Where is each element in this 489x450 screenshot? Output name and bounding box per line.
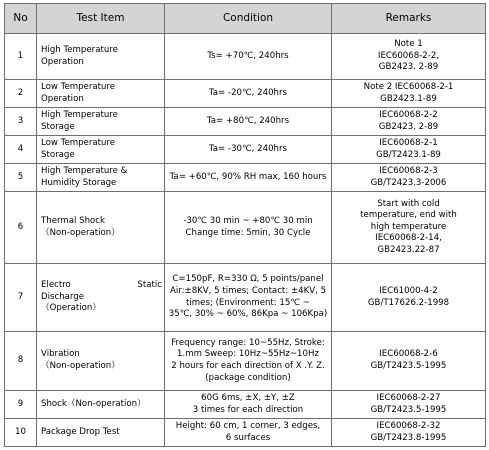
cell-test-item-line: Storage [41, 149, 75, 160]
table-row [5, 192, 486, 264]
cell-condition-line: (package condition) [205, 372, 291, 383]
cell-remarks-line: IEC60068-2-3 [379, 165, 438, 176]
cell-test-item [37, 419, 165, 447]
cell-condition-line: Ta= -20℃, 240hrs [208, 87, 288, 98]
cell-condition-line: Air:±8KV, 5 times; Contact: ±4KV, 5 [169, 285, 327, 296]
cell-test-item-line: High Temperature [41, 44, 118, 55]
cell-condition [165, 34, 332, 80]
cell-remarks [332, 34, 486, 80]
cell-remarks-line: temperature, end with [360, 210, 457, 221]
cell-test-item-line: Thermal Shock [41, 215, 105, 226]
cell-no: 2 [5, 80, 37, 108]
cell-remarks [332, 264, 486, 332]
cell-test-item-line: Storage [41, 121, 75, 132]
cell-no: 10 [5, 419, 37, 447]
cell-condition-line: times; (Environment: 15℃ ~ [186, 297, 310, 308]
cell-test-item [37, 332, 165, 391]
cell-remarks [332, 192, 486, 264]
cell-remarks-line: GB2423.1-89 [380, 93, 437, 104]
cell-test-item [37, 136, 165, 164]
cell-remarks-line: IEC60068-2-27 [376, 392, 441, 403]
cell-condition [165, 108, 332, 136]
cell-condition [165, 136, 332, 164]
cell-remarks-line: GB/T17626.2-1998 [367, 297, 450, 308]
column-header-no: No [5, 4, 37, 34]
column-header-remarks: Remarks [332, 4, 486, 34]
reliability-test-table [4, 3, 486, 447]
cell-condition-line: 6 surfaces [225, 432, 271, 443]
cell-test-item-word: Electro [41, 280, 71, 291]
column-header-test-item: Test Item [37, 4, 165, 34]
cell-remarks-line: GB/T2423.5-1995 [370, 404, 447, 415]
cell-remarks-line: Note 1 [394, 39, 423, 50]
table-row [5, 391, 486, 419]
cell-condition-line: Frequency range: 10~55Hz, Stroke: [171, 337, 325, 348]
cell-remarks-line: GB/T2423.1-89 [376, 149, 441, 160]
cell-test-item-line: Operation [41, 56, 84, 67]
cell-remarks [332, 108, 486, 136]
cell-no: 5 [5, 164, 37, 192]
cell-test-item-line: Discharge [41, 291, 85, 302]
cell-test-item-line: Vibration [41, 349, 80, 360]
cell-test-item-line: Package Drop Test [41, 426, 120, 437]
cell-test-item [37, 192, 165, 264]
table-row [5, 80, 486, 108]
cell-condition [165, 264, 332, 332]
cell-remarks-line: IEC60068-2-2 [379, 109, 438, 120]
table-row [5, 136, 486, 164]
cell-condition-line: -30℃ 30 min ~ +80℃ 30 min [183, 215, 313, 226]
cell-test-item-word: Static [137, 280, 162, 291]
cell-test-item-line: Operation [41, 93, 84, 104]
table-header-row [5, 4, 486, 34]
table-row [5, 419, 486, 447]
table-body [5, 34, 486, 447]
cell-remarks-line: GB2423. 2-89 [378, 62, 439, 73]
cell-remarks-line: IEC60068-2-32 [376, 420, 441, 431]
cell-no: 8 [5, 332, 37, 391]
cell-test-item-line: High Temperature [41, 109, 118, 120]
cell-remarks-line: IEC60068-2-14, [375, 233, 442, 244]
cell-condition-line: 2 hours for each direction of X .Y. Z. [171, 361, 325, 371]
cell-condition [165, 80, 332, 108]
cell-condition [165, 332, 332, 391]
table-row [5, 264, 486, 332]
cell-remarks-line: IEC61000-4-2 [379, 285, 438, 296]
cell-condition-line: Ta= +80℃, 240hrs [206, 115, 290, 126]
cell-condition-line: 60G 6ms, ±X, ±Y, ±Z [201, 392, 295, 403]
cell-condition-line: Ts= +70℃, 240hrs [207, 50, 289, 61]
cell-no: 6 [5, 192, 37, 264]
cell-condition-line: Change time: 5min, 30 Cycle [185, 227, 311, 238]
cell-test-item [37, 391, 165, 419]
cell-test-item [37, 108, 165, 136]
cell-no: 9 [5, 391, 37, 419]
cell-condition [165, 164, 332, 192]
table-row [5, 164, 486, 192]
cell-remarks-line: GB/T2423.5-1995 [370, 361, 447, 371]
cell-condition-line: Ta= -30℃, 240hrs [208, 143, 288, 154]
table-row [5, 108, 486, 136]
cell-remarks-line: IEC60068-2-6 [379, 349, 438, 360]
cell-test-item [37, 264, 165, 332]
cell-no: 7 [5, 264, 37, 332]
cell-test-item-line: （Operation） [41, 303, 101, 314]
cell-test-item-line: Shock（Non-operation） [41, 398, 146, 409]
cell-remarks [332, 332, 486, 391]
cell-remarks-line: GB/T2423.8-1995 [370, 432, 447, 443]
cell-condition-line: Height: 60 cm, 1 corner, 3 edges, [175, 420, 321, 431]
cell-remarks-line: Start with cold [377, 198, 440, 209]
cell-remarks-line: high temperature [370, 221, 447, 232]
cell-test-item-line: High Temperature & [41, 165, 128, 176]
cell-remarks-line: IEC60068-2-2, [377, 50, 440, 61]
cell-condition-line: 1.mm Sweep: 10Hz~55Hz~10Hz [177, 349, 319, 360]
cell-test-item [37, 34, 165, 80]
cell-condition [165, 192, 332, 264]
cell-remarks-line: IEC60068-2-1 [379, 137, 438, 148]
cell-remarks-line: GB/T2423.3-2006 [370, 177, 447, 188]
cell-condition-line: Ta= +60℃, 90% RH max, 160 hours [169, 171, 327, 182]
cell-test-item [37, 164, 165, 192]
table-row [5, 332, 486, 391]
cell-remarks-line: Note 2 IEC60068-2-1 [363, 81, 454, 92]
column-header-condition: Condition [165, 4, 332, 34]
cell-condition-line: 35℃, 30% ~ 60%, 86Kpa ~ 106Kpa) [168, 309, 328, 320]
cell-remarks-line: GB2423. 2-89 [378, 121, 439, 132]
cell-condition-line: C=150pF, R=330 Ω, 5 points/panel [172, 274, 324, 285]
table-row [5, 34, 486, 80]
cell-test-item-line: （Non-operation） [41, 361, 120, 371]
cell-remarks [332, 164, 486, 192]
reliability-test-table-container [4, 3, 486, 447]
cell-no: 3 [5, 108, 37, 136]
cell-condition [165, 391, 332, 419]
cell-condition-line: 3 times for each direction [192, 404, 304, 415]
cell-test-item [37, 80, 165, 108]
cell-remarks [332, 391, 486, 419]
cell-test-item-line: （Non-operation） [41, 227, 120, 238]
cell-remarks [332, 136, 486, 164]
cell-condition [165, 419, 332, 447]
cell-remarks [332, 80, 486, 108]
cell-no: 4 [5, 136, 37, 164]
cell-test-item-line: Low Temperature [41, 81, 116, 92]
cell-no: 1 [5, 34, 37, 80]
cell-remarks [332, 419, 486, 447]
cell-remarks-line: GB2423.22-87 [377, 244, 440, 255]
cell-test-item-line: Humidity Storage [41, 177, 117, 188]
cell-test-item-line: Low Temperature [41, 137, 116, 148]
cell-test-item-line [41, 280, 162, 292]
